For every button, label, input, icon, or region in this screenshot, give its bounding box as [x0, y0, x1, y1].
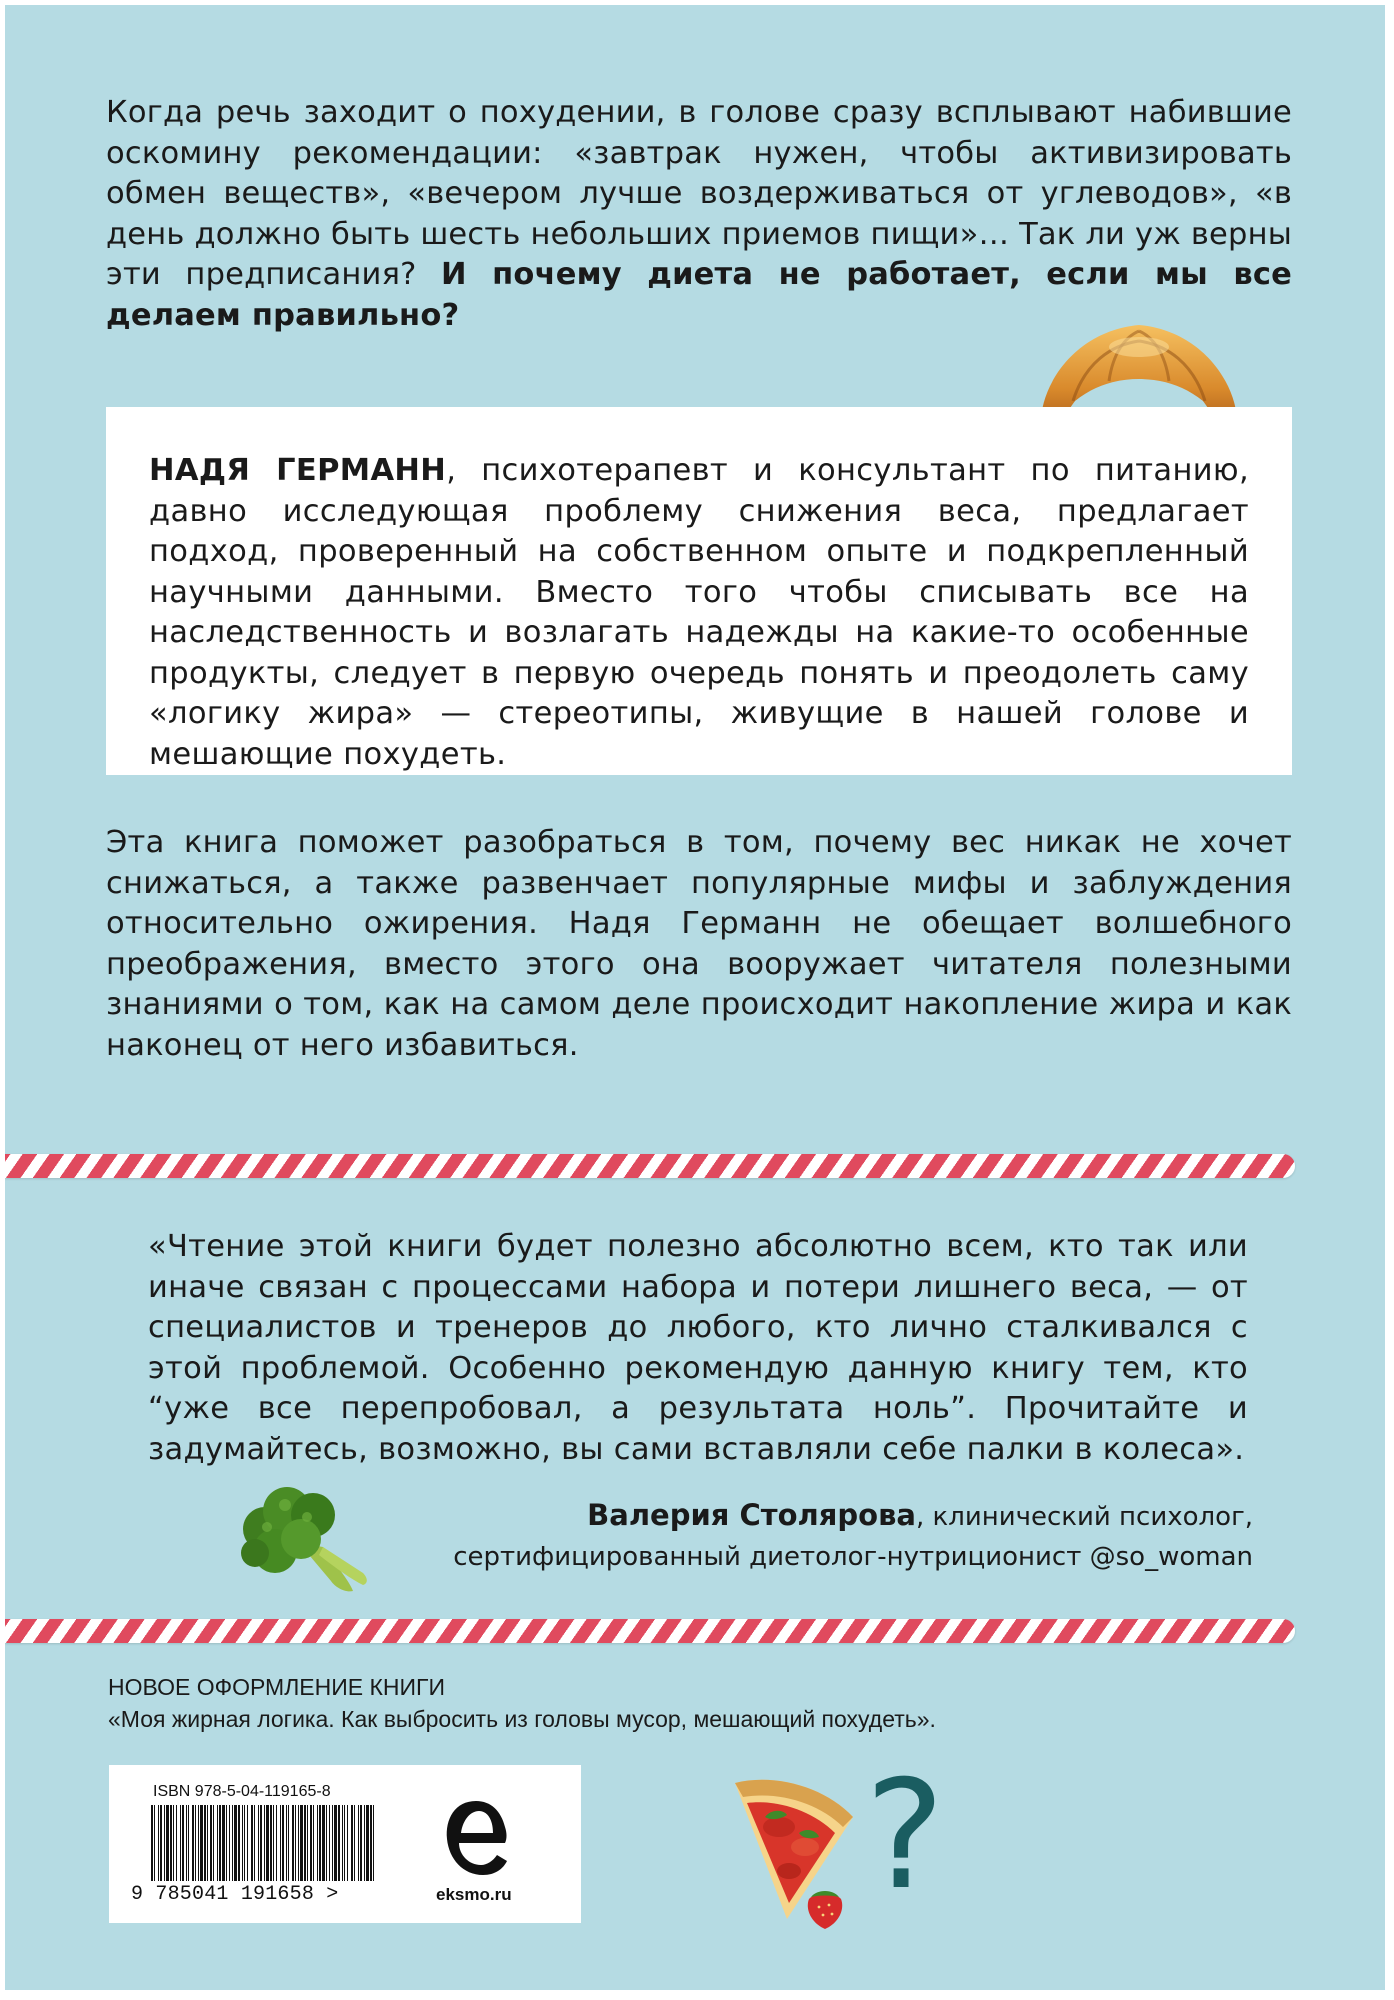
- barcode-digits: 9 785041 191658 >: [131, 1883, 339, 1906]
- author-paragraph: [149, 451, 1249, 775]
- barcode-bar: [304, 1805, 306, 1881]
- barcode-bar: [198, 1805, 199, 1881]
- barcode-bar: [151, 1805, 153, 1881]
- quote-attribution: [403, 1495, 1253, 1577]
- barcode-bar: [195, 1805, 196, 1881]
- barcode-bar: [200, 1805, 203, 1881]
- barcode-bar: [232, 1805, 233, 1881]
- back-cover: [5, 5, 1385, 1990]
- barcode-bar: [295, 1805, 296, 1881]
- barcode-bar: [373, 1805, 374, 1881]
- barcode-bar: [247, 1805, 248, 1881]
- barcode-bar: [258, 1805, 259, 1881]
- barcode-bar: [210, 1805, 212, 1881]
- barcode-bar: [310, 1805, 312, 1881]
- barcode-bar: [204, 1805, 206, 1881]
- reissue-original-title: «Моя жирная логика. Как выбросить из головы мусор, мешающий похудеть».: [108, 1706, 936, 1732]
- barcode-bar: [288, 1805, 289, 1881]
- barcode-bar: [273, 1805, 274, 1881]
- barcode-bar: [213, 1805, 214, 1881]
- quote-author-credentials: сертифицированный диетолог-нутриционист @so_woman: [453, 1542, 1253, 1572]
- barcode-bar: [364, 1805, 365, 1881]
- straw-stripe-top: [5, 1154, 1295, 1178]
- barcode-bar: [354, 1805, 355, 1881]
- barcode-bar: [358, 1805, 359, 1881]
- broccoli-icon: [235, 1481, 375, 1599]
- barcode-bar: [229, 1805, 230, 1881]
- barcode-bar: [173, 1805, 174, 1881]
- barcode-bar: [319, 1805, 321, 1881]
- barcode-bar: [219, 1805, 221, 1881]
- barcode-bar: [234, 1805, 237, 1881]
- barcode-bar: [366, 1805, 369, 1881]
- barcode-icon: [149, 1805, 379, 1885]
- barcode-bar: [313, 1805, 314, 1881]
- barcode-bar: [266, 1805, 269, 1881]
- intro-bold-question: И почему диета не работает, если мы все делаем правильно?: [106, 257, 1292, 333]
- barcode-bar: [282, 1805, 284, 1881]
- barcode-bar: [370, 1805, 372, 1881]
- barcode-bar: [351, 1805, 353, 1881]
- barcode-bar: [332, 1805, 333, 1881]
- barcode-bar: [344, 1805, 345, 1881]
- author-name: НАДЯ ГЕРМАНН: [149, 453, 447, 488]
- barcode-bar: [347, 1805, 348, 1881]
- barcode-bar: [286, 1805, 287, 1881]
- barcode-bar: [338, 1805, 340, 1881]
- barcode-panel: [109, 1765, 581, 1923]
- author-info-box: [106, 407, 1292, 775]
- barcode-bar: [176, 1805, 177, 1881]
- reissue-note: [108, 1671, 936, 1735]
- barcode-bar: [158, 1805, 159, 1881]
- barcode-bar: [322, 1805, 325, 1881]
- barcode-bar: [192, 1805, 194, 1881]
- barcode-bar: [166, 1805, 169, 1881]
- barcode-bar: [207, 1805, 208, 1881]
- intro-text: Когда речь заходит о похудении, в голове сразу всплывают набившие оскомину рекомендации: «завтрак нужен, чтобы активизировать обмен веществ», «вечером лучше воздерживаться от углеводов», «в день должно быть шесть небольших приемов пищи»… Так ли уж верны эти предписания?: [106, 95, 1292, 292]
- barcode-bar: [317, 1805, 318, 1881]
- barcode-bar: [300, 1805, 303, 1881]
- barcode-bar: [326, 1805, 327, 1881]
- barcode-bar: [154, 1805, 155, 1881]
- reissue-heading: НОВОЕ ОФОРМЛЕНИЕ КНИГИ: [108, 1674, 446, 1700]
- attribution-line-1: [403, 1495, 1253, 1537]
- intro-paragraph: [106, 93, 1292, 336]
- strawberry-icon: [801, 1883, 849, 1931]
- barcode-bar: [251, 1805, 253, 1881]
- barcode-bar: [292, 1805, 294, 1881]
- barcode-bar: [307, 1805, 308, 1881]
- barcode-bar: [180, 1805, 181, 1881]
- barcode-bar: [164, 1805, 165, 1881]
- quote-author-name: Валерия Столярова: [587, 1498, 916, 1532]
- barcode-bar: [160, 1805, 162, 1881]
- barcode-bar: [170, 1805, 172, 1881]
- straw-stripe-bottom: [5, 1619, 1295, 1643]
- barcode-bar: [238, 1805, 240, 1881]
- barcode-bar: [260, 1805, 262, 1881]
- author-description: , психотерапевт и консультант по питанию, давно исследующая проблему снижения веса, предлагает подход, проверенный на собственном опыте и подкрепленный научными данными. Вместо того чтобы списывать все на наследственность и возлагать надежды на какие-то особенные продукты, следует в первую очередь понять и преодолеть саму «логику жира» — стереотипы, живущие в нашей голове и мешающие похудеть.: [149, 453, 1249, 772]
- barcode-bar: [222, 1805, 225, 1881]
- question-mark: ?: [865, 1749, 945, 1923]
- about-paragraph: Эта книга поможет разобраться в том, почему вес никак не хочет снижаться, а также развенчает популярные мифы и заблуждения относительно ожирения. Надя Германн не обещает волшебного преображения, вместо этого она вооружает читателя полезными знаниями о том, как на самом деле происходит накопление жира и как наконец от него избавиться.: [106, 825, 1292, 1063]
- review-quote: «Чтение этой книги будет полезно абсолютно всем, кто так или иначе связан с процессами набора и потери лишнего веса, — от специалистов и тренеров до любого, кто лично сталкивался с этой проблемой. Особенно рекомендую данную книгу тем, кто “уже все перепробовал, а результата ноль”. Прочитайте и задумайтесь, возможно, вы сами вставляли себе палки в колеса».: [148, 1229, 1248, 1467]
- barcode-bar: [186, 1805, 187, 1881]
- barcode-bar: [226, 1805, 227, 1881]
- barcode-bar: [254, 1805, 255, 1881]
- publisher-url: eksmo.ru: [436, 1885, 512, 1904]
- barcode-bar: [280, 1805, 281, 1881]
- barcode-bar: [298, 1805, 299, 1881]
- barcode-bar: [217, 1805, 218, 1881]
- barcode-bar: [270, 1805, 272, 1881]
- isbn-number: ISBN 978-5-04-119165-8: [153, 1783, 331, 1800]
- barcode-bar: [342, 1805, 343, 1881]
- eksmo-logo-icon: [441, 1797, 511, 1879]
- barcode-bar: [264, 1805, 265, 1881]
- quote-author-role: , клинический психолог,: [916, 1502, 1253, 1532]
- barcode-bar: [244, 1805, 245, 1881]
- barcode-bar: [188, 1805, 189, 1881]
- barcode-bar: [329, 1805, 330, 1881]
- barcode-bar: [276, 1805, 277, 1881]
- barcode-bar: [334, 1805, 337, 1881]
- barcode-bar: [360, 1805, 362, 1881]
- barcode-bar: [242, 1805, 243, 1881]
- barcode-bar: [182, 1805, 184, 1881]
